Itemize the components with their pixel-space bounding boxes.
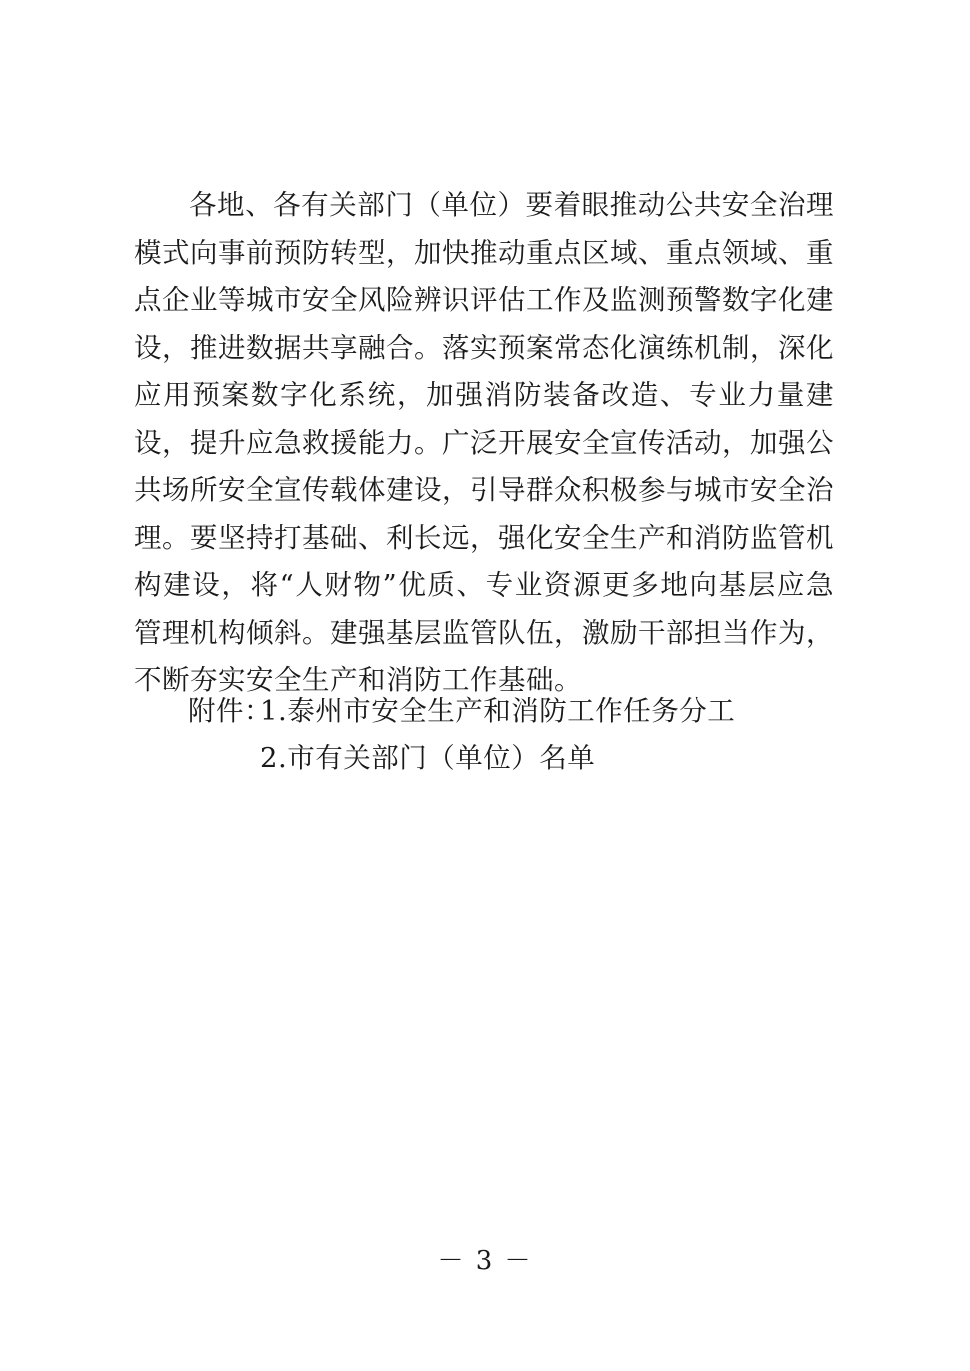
page-number: － 3 － xyxy=(437,1246,533,1276)
attachment-item-1: 1.泰州市安全生产和消防工作任务分工 xyxy=(260,695,736,727)
attachment-indent xyxy=(188,735,260,782)
attachment-item-2: 2.市有关部门（单位）名单 xyxy=(260,742,596,774)
attachments-section xyxy=(188,688,735,782)
attachment-row-1 xyxy=(188,688,735,735)
attachments-label: 附件： xyxy=(188,695,272,727)
body-paragraph: 各地、各有关部门（单位）要着眼推动公共安全治理模式向事前预防转型，加快推动重点区域、重点领域、重点企业等城市安全风险辨识评估工作及监测预警数字化建设，推进数据共享融合。落实预案常态化演练机制，深化应用预案数字化系统，加强消防装备改造、专业力量建设，提升应急救援能力。广泛开展安全宣传活动，加强公共场所安全宣传载体建设，引导群众积极参与城市安全治理。要坚持打基础、利长远，强化安全生产和消防监管机构建设，将“人财物”优质、专业资源更多地向基层应急管理机构倾斜。建强基层监管队伍，激励干部担当作为，不断夯实安全生产和消防工作基础。 xyxy=(134,189,834,696)
attachment-row-2 xyxy=(188,735,735,782)
